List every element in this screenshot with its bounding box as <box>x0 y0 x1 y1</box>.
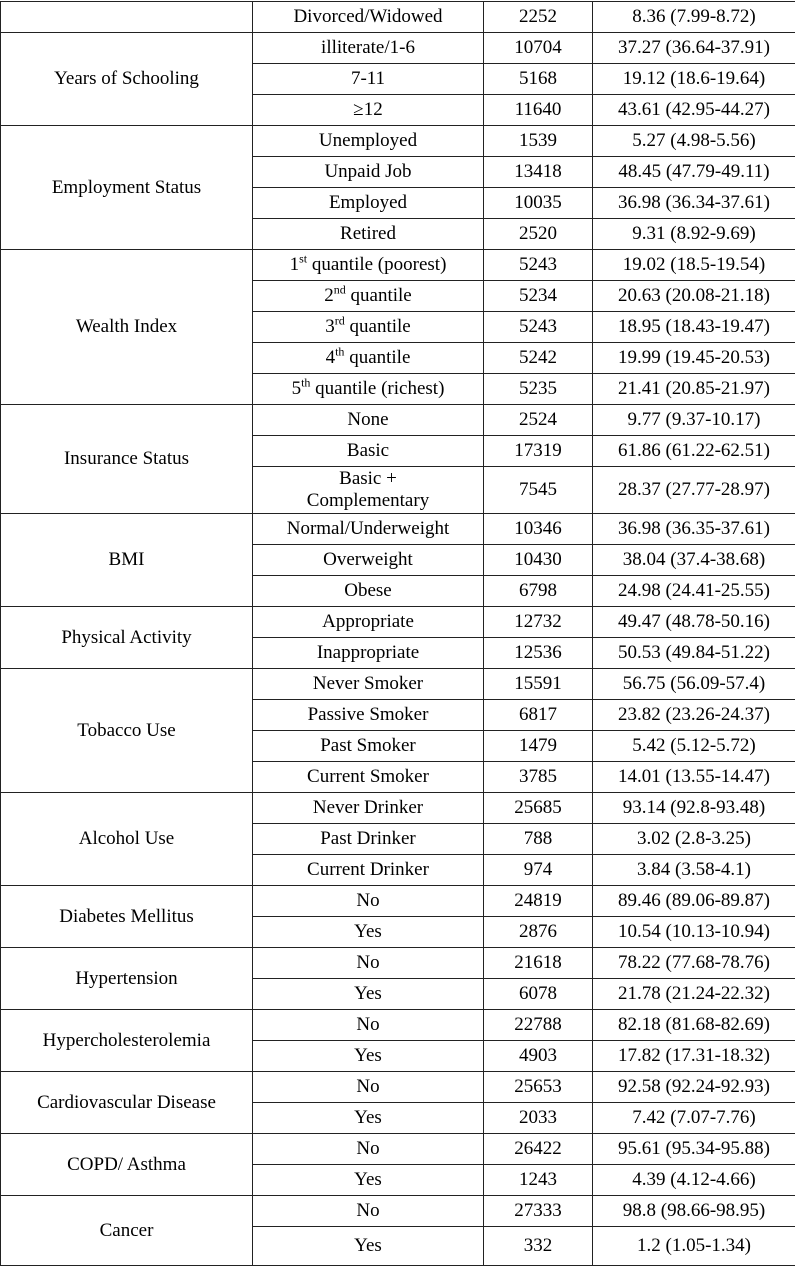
variable-cell: Employment Status <box>1 126 253 250</box>
percent-cell: 19.12 (18.6-19.64) <box>593 64 795 95</box>
count-cell: 27333 <box>484 1196 593 1227</box>
percent-cell: 36.98 (36.34-37.61) <box>593 188 795 219</box>
category-cell: Current Drinker <box>253 855 484 886</box>
percent-cell: 61.86 (61.22-62.51) <box>593 436 795 467</box>
count-cell: 7545 <box>484 467 593 514</box>
category-text: quantile <box>344 316 411 337</box>
count-cell: 2520 <box>484 219 593 250</box>
percent-cell: 17.82 (17.31-18.32) <box>593 1041 795 1072</box>
count-cell: 5243 <box>484 250 593 281</box>
variable-cell: Years of Schooling <box>1 33 253 126</box>
ordinal-suffix: th <box>301 375 311 390</box>
category-cell: Unpaid Job <box>253 157 484 188</box>
table-row <box>1 1134 795 1165</box>
table-row <box>1 1072 795 1103</box>
count-cell: 6078 <box>484 979 593 1010</box>
characteristics-table <box>0 1 795 1266</box>
category-cell: Normal/Underweight <box>253 514 484 545</box>
percent-cell: 37.27 (36.64-37.91) <box>593 33 795 64</box>
percent-cell: 1.2 (1.05-1.34) <box>593 1227 795 1266</box>
count-cell: 6798 <box>484 576 593 607</box>
ordinal-suffix: rd <box>334 313 345 328</box>
ordinal-suffix: st <box>299 251 308 266</box>
table-row <box>1 33 795 64</box>
variable-cell: Tobacco Use <box>1 669 253 793</box>
count-cell: 25685 <box>484 793 593 824</box>
category-text: quantile <box>344 347 411 368</box>
count-cell: 1479 <box>484 731 593 762</box>
ordinal-suffix: th <box>335 344 345 359</box>
count-cell: 10346 <box>484 514 593 545</box>
category-cell: 7-11 <box>253 64 484 95</box>
count-cell: 6817 <box>484 700 593 731</box>
percent-cell: 82.18 (81.68-82.69) <box>593 1010 795 1041</box>
percent-cell: 19.02 (18.5-19.54) <box>593 250 795 281</box>
percent-cell: 89.46 (89.06-89.87) <box>593 886 795 917</box>
category-text: quantile (richest) <box>310 378 445 399</box>
category-cell: No <box>253 886 484 917</box>
variable-cell: Wealth Index <box>1 250 253 405</box>
category-cell: No <box>253 1010 484 1041</box>
count-cell: 24819 <box>484 886 593 917</box>
percent-cell: 43.61 (42.95-44.27) <box>593 95 795 126</box>
table-row <box>1 2 795 33</box>
category-cell: Employed <box>253 188 484 219</box>
count-cell: 332 <box>484 1227 593 1266</box>
table-row <box>1 669 795 700</box>
category-cell: Overweight <box>253 545 484 576</box>
ordinal-number: 5 <box>291 378 302 399</box>
count-cell: 26422 <box>484 1134 593 1165</box>
table-row <box>1 514 795 545</box>
category-cell <box>253 250 484 281</box>
percent-cell: 24.98 (24.41-25.55) <box>593 576 795 607</box>
table-row <box>1 250 795 281</box>
category-cell: No <box>253 1196 484 1227</box>
percent-cell: 18.95 (18.43-19.47) <box>593 312 795 343</box>
percent-cell: 3.02 (2.8-3.25) <box>593 824 795 855</box>
category-cell: Yes <box>253 1041 484 1072</box>
table-row <box>1 1010 795 1041</box>
count-cell: 10430 <box>484 545 593 576</box>
table-row <box>1 405 795 436</box>
percent-cell: 7.42 (7.07-7.76) <box>593 1103 795 1134</box>
variable-cell: Insurance Status <box>1 405 253 514</box>
category-cell: No <box>253 1072 484 1103</box>
percent-cell: 9.77 (9.37-10.17) <box>593 405 795 436</box>
variable-cell: Cancer <box>1 1196 253 1266</box>
count-cell: 1539 <box>484 126 593 157</box>
count-cell: 5243 <box>484 312 593 343</box>
category-cell: Yes <box>253 1103 484 1134</box>
count-cell: 21618 <box>484 948 593 979</box>
percent-cell: 5.27 (4.98-5.56) <box>593 126 795 157</box>
variable-cell: Diabetes Mellitus <box>1 886 253 948</box>
variable-cell: Physical Activity <box>1 607 253 669</box>
percent-cell: 50.53 (49.84-51.22) <box>593 638 795 669</box>
variable-cell: BMI <box>1 514 253 607</box>
ordinal-number: 2 <box>324 285 334 306</box>
count-cell: 22788 <box>484 1010 593 1041</box>
category-cell <box>253 343 484 374</box>
category-cell: Basic <box>253 436 484 467</box>
count-cell: 2252 <box>484 2 593 33</box>
category-cell: Appropriate <box>253 607 484 638</box>
count-cell: 5168 <box>484 64 593 95</box>
count-cell: 2876 <box>484 917 593 948</box>
category-cell: Yes <box>253 979 484 1010</box>
count-cell: 11640 <box>484 95 593 126</box>
percent-cell: 28.37 (27.77-28.97) <box>593 467 795 514</box>
category-cell: Divorced/Widowed <box>253 2 484 33</box>
count-cell: 2524 <box>484 405 593 436</box>
category-text: quantile (poorest) <box>307 254 447 275</box>
category-cell: Never Drinker <box>253 793 484 824</box>
percent-cell: 9.31 (8.92-9.69) <box>593 219 795 250</box>
category-cell: No <box>253 948 484 979</box>
percent-cell: 10.54 (10.13-10.94) <box>593 917 795 948</box>
ordinal-number: 4 <box>325 347 336 368</box>
category-cell: Unemployed <box>253 126 484 157</box>
count-cell: 12536 <box>484 638 593 669</box>
count-cell: 12732 <box>484 607 593 638</box>
ordinal-suffix: nd <box>333 282 346 297</box>
count-cell: 4903 <box>484 1041 593 1072</box>
count-cell: 788 <box>484 824 593 855</box>
variable-cell: Hypercholesterolemia <box>1 1010 253 1072</box>
percent-cell: 48.45 (47.79-49.11) <box>593 157 795 188</box>
percent-cell: 95.61 (95.34-95.88) <box>593 1134 795 1165</box>
table-row <box>1 886 795 917</box>
category-cell: Yes <box>253 917 484 948</box>
count-cell: 3785 <box>484 762 593 793</box>
category-cell: Current Smoker <box>253 762 484 793</box>
percent-cell: 21.78 (21.24-22.32) <box>593 979 795 1010</box>
ordinal-number: 3 <box>325 316 335 337</box>
ordinal-number: 1 <box>289 254 300 275</box>
percent-cell: 5.42 (5.12-5.72) <box>593 731 795 762</box>
percent-cell: 98.8 (98.66-98.95) <box>593 1196 795 1227</box>
percent-cell: 14.01 (13.55-14.47) <box>593 762 795 793</box>
category-line: Complementary <box>306 490 430 511</box>
count-cell: 1243 <box>484 1165 593 1196</box>
category-cell: ≥12 <box>253 95 484 126</box>
count-cell: 974 <box>484 855 593 886</box>
table-row <box>1 607 795 638</box>
percent-cell: 3.84 (3.58-4.1) <box>593 855 795 886</box>
count-cell: 25653 <box>484 1072 593 1103</box>
count-cell: 5235 <box>484 374 593 405</box>
category-cell <box>253 281 484 312</box>
percent-cell: 19.99 (19.45-20.53) <box>593 343 795 374</box>
count-cell: 10704 <box>484 33 593 64</box>
category-text: quantile <box>345 285 412 306</box>
category-cell: None <box>253 405 484 436</box>
category-cell: Retired <box>253 219 484 250</box>
table-row <box>1 793 795 824</box>
count-cell: 5234 <box>484 281 593 312</box>
category-cell: Obese <box>253 576 484 607</box>
category-cell: Yes <box>253 1227 484 1266</box>
table-row <box>1 948 795 979</box>
category-cell <box>253 312 484 343</box>
percent-cell: 38.04 (37.4-38.68) <box>593 545 795 576</box>
category-cell <box>253 467 484 514</box>
count-cell: 2033 <box>484 1103 593 1134</box>
variable-cell: Cardiovascular Disease <box>1 1072 253 1134</box>
category-cell: Inappropriate <box>253 638 484 669</box>
percent-cell: 4.39 (4.12-4.66) <box>593 1165 795 1196</box>
percent-cell: 92.58 (92.24-92.93) <box>593 1072 795 1103</box>
table-row <box>1 126 795 157</box>
count-cell: 10035 <box>484 188 593 219</box>
category-cell: illiterate/1-6 <box>253 33 484 64</box>
count-cell: 15591 <box>484 669 593 700</box>
category-cell: Past Smoker <box>253 731 484 762</box>
category-cell: Passive Smoker <box>253 700 484 731</box>
percent-cell: 49.47 (48.78-50.16) <box>593 607 795 638</box>
percent-cell: 56.75 (56.09-57.4) <box>593 669 795 700</box>
variable-cell <box>1 2 253 33</box>
percent-cell: 21.41 (20.85-21.97) <box>593 374 795 405</box>
variable-cell: COPD/ Asthma <box>1 1134 253 1196</box>
category-cell: No <box>253 1134 484 1165</box>
count-cell: 5242 <box>484 343 593 374</box>
percent-cell: 78.22 (77.68-78.76) <box>593 948 795 979</box>
category-cell <box>253 374 484 405</box>
count-cell: 17319 <box>484 436 593 467</box>
percent-cell: 8.36 (7.99-8.72) <box>593 2 795 33</box>
percent-cell: 36.98 (36.35-37.61) <box>593 514 795 545</box>
table-row <box>1 1196 795 1227</box>
variable-cell: Alcohol Use <box>1 793 253 886</box>
category-cell: Never Smoker <box>253 669 484 700</box>
percent-cell: 20.63 (20.08-21.18) <box>593 281 795 312</box>
count-cell: 13418 <box>484 157 593 188</box>
category-line: Basic + <box>339 468 397 489</box>
percent-cell: 93.14 (92.8-93.48) <box>593 793 795 824</box>
category-cell: Yes <box>253 1165 484 1196</box>
percent-cell: 23.82 (23.26-24.37) <box>593 700 795 731</box>
category-cell: Past Drinker <box>253 824 484 855</box>
variable-cell: Hypertension <box>1 948 253 1010</box>
